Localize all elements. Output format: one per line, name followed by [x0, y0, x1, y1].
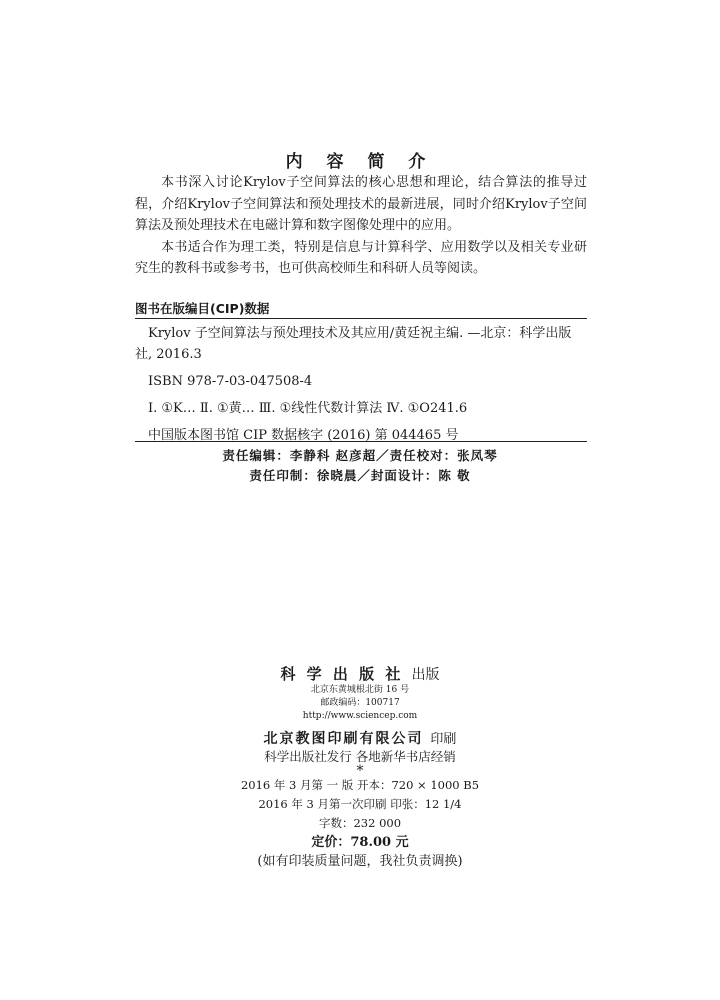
- publisher-name-suffix: 出版: [411, 667, 440, 683]
- publisher-name: [0, 663, 720, 684]
- separator-star: *: [356, 763, 364, 779]
- publisher-website: http://www.sciencep.com: [302, 711, 418, 721]
- cip-record-line: Krylov 子空间算法与预处理技术及其应用/黄廷祝主编. —北京：科学出版: [148, 326, 572, 341]
- edition-info: 2016 年 3 月第 一 版 开本：720 × 1000 B5: [240, 778, 480, 792]
- price: 定价：78.00 元: [311, 835, 409, 850]
- cip-catalog-number: 中国版本图书馆 CIP 数据核字 (2016) 第 044465 号: [148, 428, 459, 443]
- publisher-postcode: 邮政编码：100717: [320, 698, 400, 708]
- cip-classification: Ⅰ. ①K… Ⅱ. ①黄… Ⅲ. ①线性代数计算法 Ⅳ. ①O241.6: [148, 401, 468, 416]
- production-credits: 责任印制：徐晓晨／封面设计：陈 敬: [249, 468, 471, 483]
- distribution-info: 科学出版社发行 各地新华书店经销: [264, 749, 456, 764]
- cip-top-rule: [135, 318, 587, 319]
- summary-heading: 内 容 简 介: [285, 152, 435, 172]
- quality-note: (如有印装质量问题，我社负责调换): [257, 854, 463, 869]
- cip-title: 图书在版编目(CIP)数据: [135, 301, 270, 316]
- publisher-address: 北京东黄城根北街 16 号: [310, 685, 410, 695]
- summary-text: [135, 172, 587, 280]
- cip-record: [135, 323, 587, 446]
- printer-name: [0, 728, 720, 748]
- printing-info: 2016 年 3 月第一次印刷 印张：12 1/4: [258, 797, 462, 811]
- publication-info: [0, 663, 720, 872]
- publisher-logo-text: 科 学 出 版 社: [280, 665, 404, 683]
- word-count: 字数：232 000: [318, 816, 402, 830]
- editor-credits: 责任编辑：李静科 赵彦超／责任校对：张凤琴: [222, 448, 498, 463]
- cip-bottom-rule: [135, 441, 587, 442]
- summary-paragraph: 本书适合作为理工类，特别是信息与计算科学、应用数学以及相关专业研究生的教科书或参考书，也可供高校师生和科研人员等阅读。: [135, 239, 587, 276]
- cip-isbn: ISBN 978-7-03-047508-4: [148, 374, 313, 389]
- summary-paragraph: 本书深入讨论Krylov子空间算法的核心思想和理论，结合算法的推导过程，介绍Krylov子空间算法和预处理技术的最新进展，同时介绍Krylov子空间算法及预处理技术在电磁计算和数字图像处理中的应用。: [135, 175, 587, 233]
- printer-logo-text: 北京教图印刷有限公司: [263, 731, 424, 747]
- cip-record-line: 社, 2016.3: [135, 347, 202, 362]
- printer-suffix: 印刷: [430, 732, 457, 747]
